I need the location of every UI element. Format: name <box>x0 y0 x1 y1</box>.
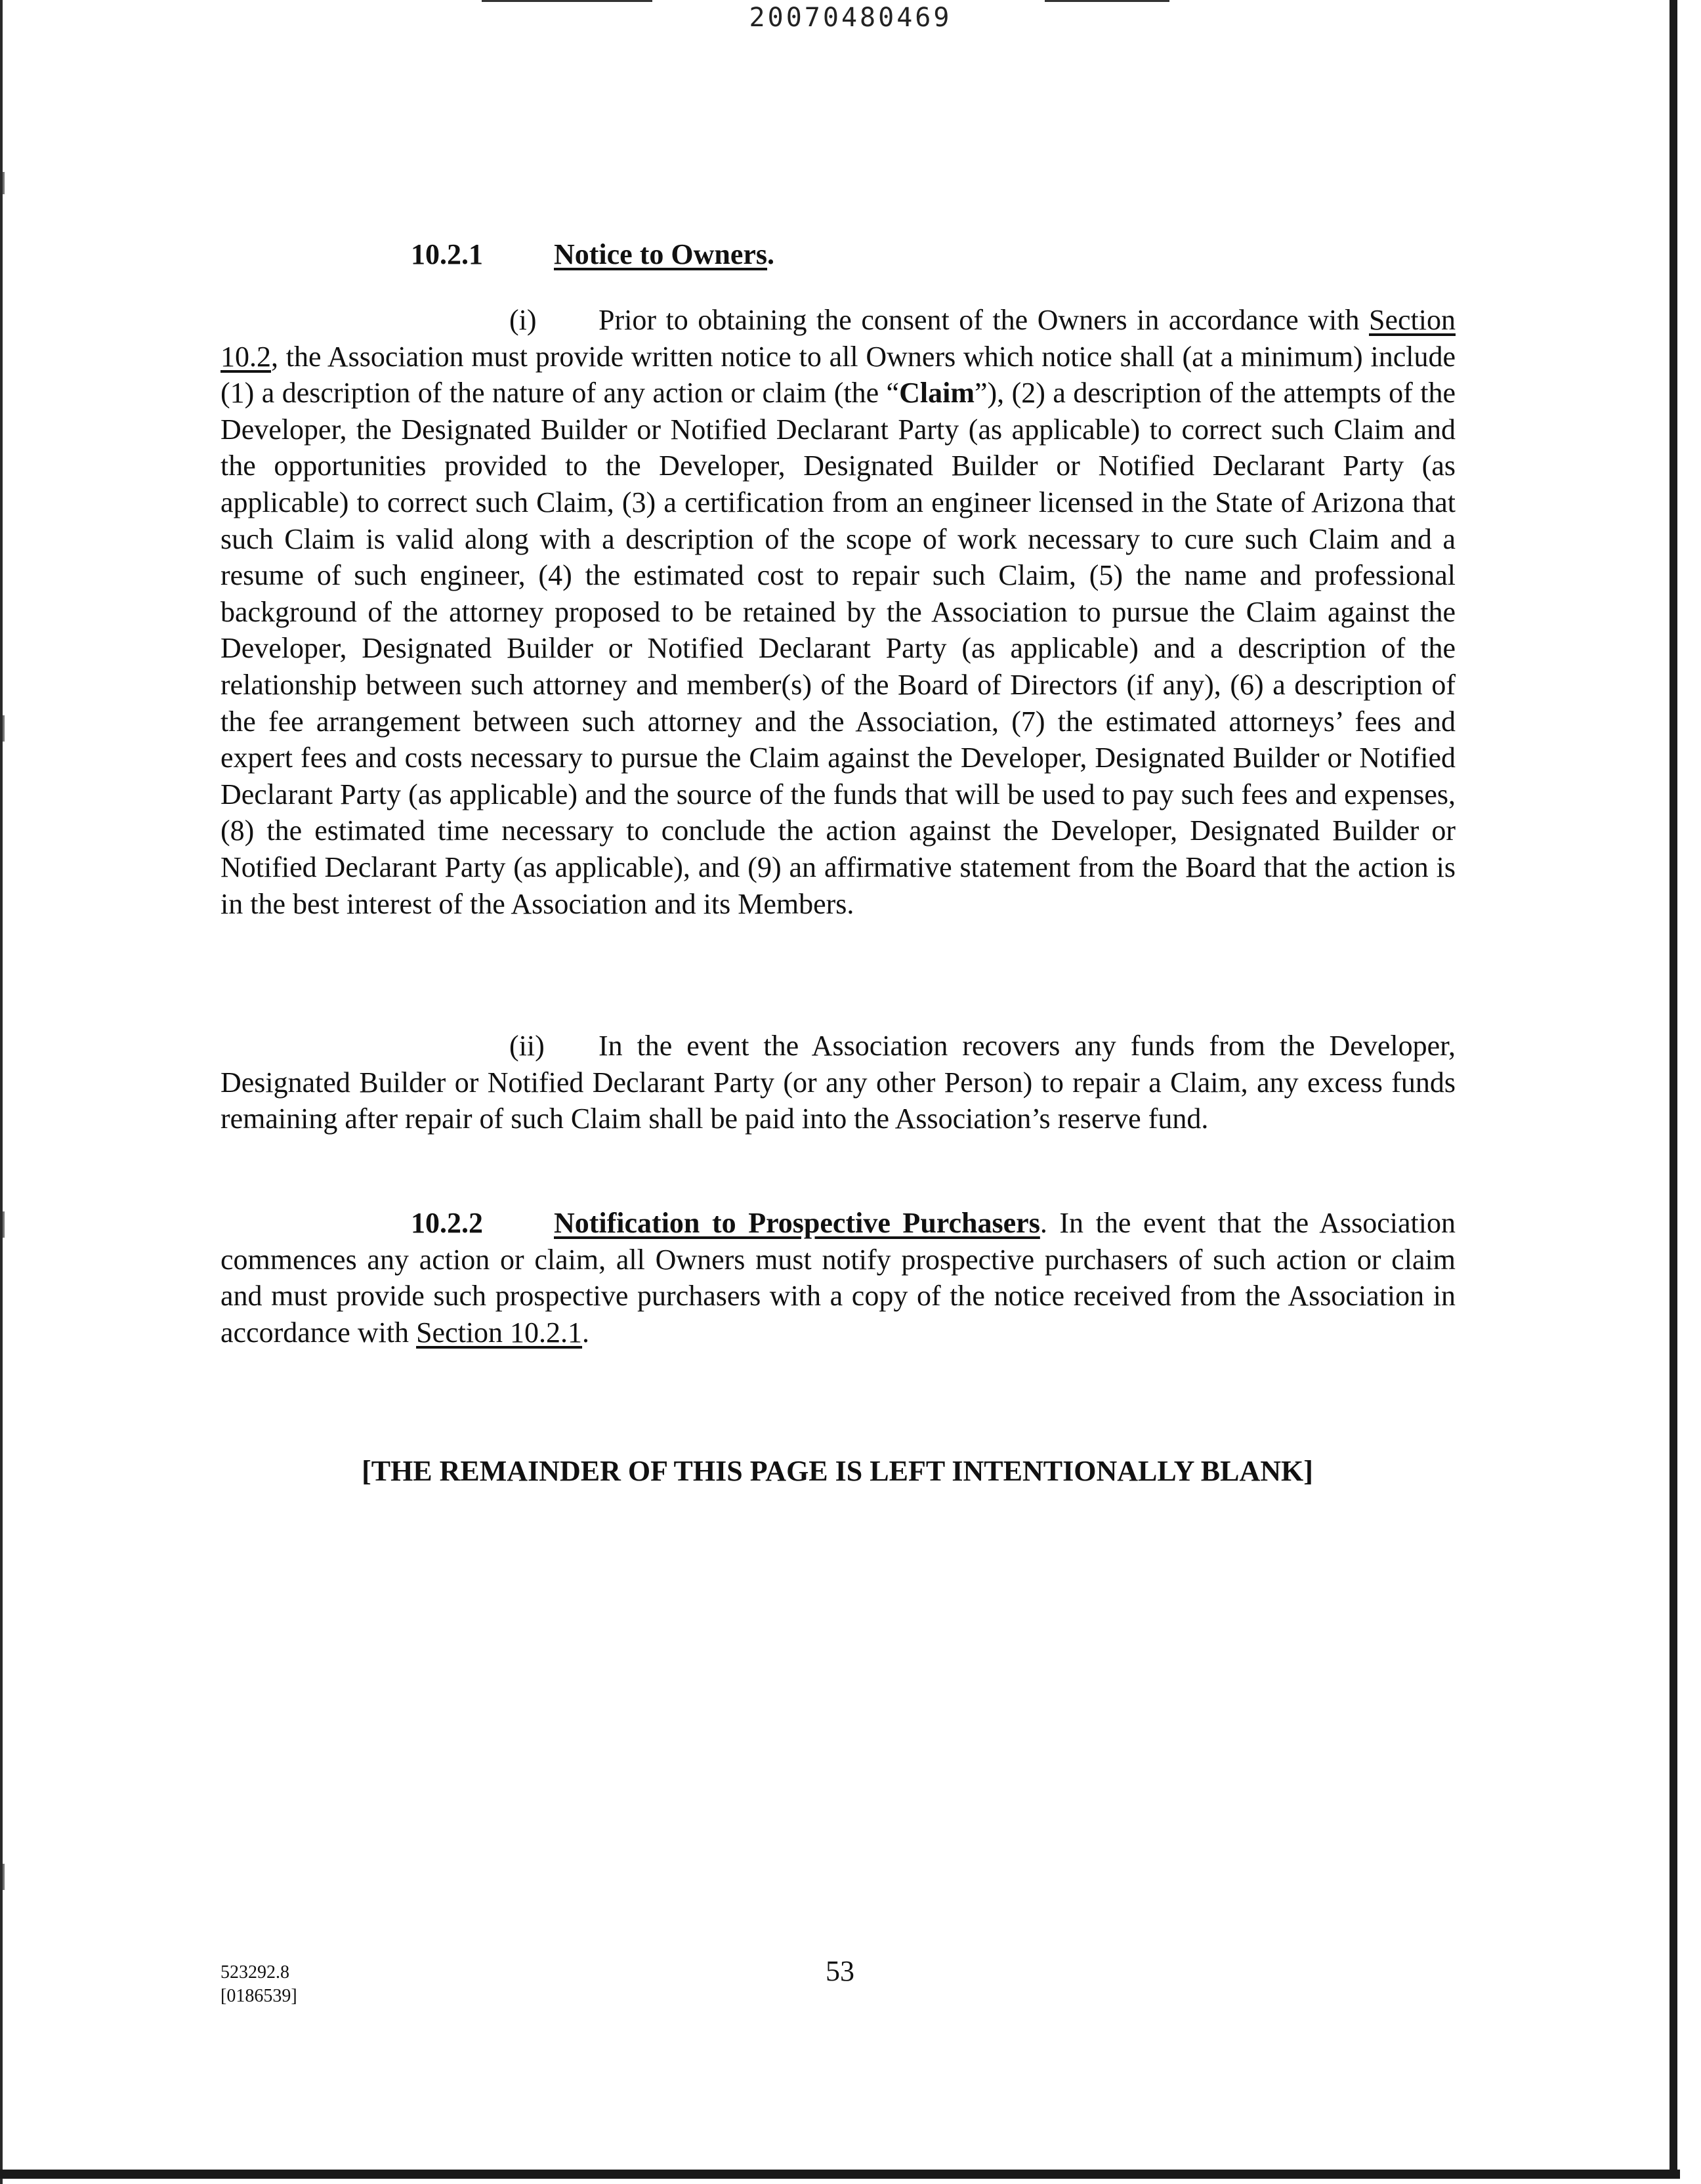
defined-term: Claim <box>899 377 975 410</box>
section-reference-link: Section 10.2.1 <box>416 1316 583 1349</box>
section-number: 10.2.2 <box>411 1207 483 1239</box>
paragraph-text: In the event that the Association commences any action or claim, all Owners must notify prospective purchasers of such action or claim and must provide such prospective purchasers with a copy of the notice received from the Association in accordance with <box>220 1207 1456 1349</box>
paragraph-text: In the event the Association recovers any funds from the Developer, Designated Builder or Notified Declarant Party (or any other Person) to repair a Claim, any excess funds remaining after repair of such Claim shall be paid into the Association’s reserve fund. <box>220 1030 1456 1135</box>
section-title-period: . <box>1040 1207 1047 1239</box>
section-number: 10.2.1 <box>411 238 483 270</box>
document-number: 20070480469 <box>749 3 952 33</box>
scan-mark <box>3 1211 5 1238</box>
scan-edge-bottom <box>0 2170 1680 2179</box>
paragraph-text: Prior to obtaining the consent of the Owners in accordance with <box>598 304 1370 336</box>
scan-mark <box>3 1864 5 1890</box>
scan-mark <box>3 715 5 742</box>
section-heading-10-2-1 <box>411 238 774 271</box>
section-title-period: . <box>767 238 775 270</box>
paragraph-text: ”), (2) a description of the attempts of the Developer, the Designated Builder or Notified Declarant Party (as applicable) to correct such Claim and the opportunities provided to the Developer, Designated Builder or Notified Declarant Party (as applicable) to correct such Claim, (3) a certification from an engineer licensed in the State of Arizona that such Claim is valid along with a description of the scope of work necessary to cure such Claim and a resume of such engineer, (4) the estimated cost to repair such Claim, (5) the name and professional background of the attorney proposed to be retained by the Association to pursue the Claim against the Developer, Designated Builder or Notified Declarant Party (as applicable) and a description of the relationship between such attorney and member(s) of the Board of Directors (if any), (6) a description of the fee arrangement between such attorney and the Association, (7) the estimated attorneys’ fees and expert fees and costs necessary to pursue the Claim against the Developer, Designated Builder or Notified Declarant Party (as applicable) and the source of the funds that will be used to pay such fees and expenses, (8) the estimated time necessary to conclude the action against the Developer, Designated Builder or Notified Declarant Party (as applicable), and (9) an affirmative statement from the Board that the action is in the best interest of the Association and its Members. <box>220 377 1456 920</box>
section-title: Notice to Owners <box>554 238 768 270</box>
intentionally-blank-notice: [THE REMAINDER OF THIS PAGE IS LEFT INTENTIONALLY BLANK] <box>362 1455 1313 1487</box>
footer-doc-id-bracketed: [0186539] <box>220 1986 297 2006</box>
paragraph-ii <box>220 1028 1456 1137</box>
scan-edge-left <box>0 0 3 2184</box>
header-rule-right <box>1045 0 1169 2</box>
scan-mark <box>3 172 5 194</box>
paragraph-i <box>220 302 1456 922</box>
section-reference-link: Section 10.2 <box>220 304 1456 373</box>
paragraph-marker: (i) <box>509 304 537 336</box>
header-rule-left <box>482 0 652 2</box>
section-10-2-2 <box>220 1205 1456 1351</box>
section-title: Notification to Prospective Purchasers <box>554 1207 1040 1239</box>
paragraph-text: , the Association must provide written notice to all Owners which notice shall (at a minimum) include (1) a description of the nature of any action or claim (the “ <box>220 340 1456 410</box>
paragraph-text: . <box>582 1316 590 1349</box>
paragraph-marker: (ii) <box>509 1030 545 1062</box>
page-number: 53 <box>826 1955 854 1987</box>
scan-edge-right <box>1670 0 1677 2177</box>
footer-doc-id: 523292.8 <box>220 1962 289 1983</box>
